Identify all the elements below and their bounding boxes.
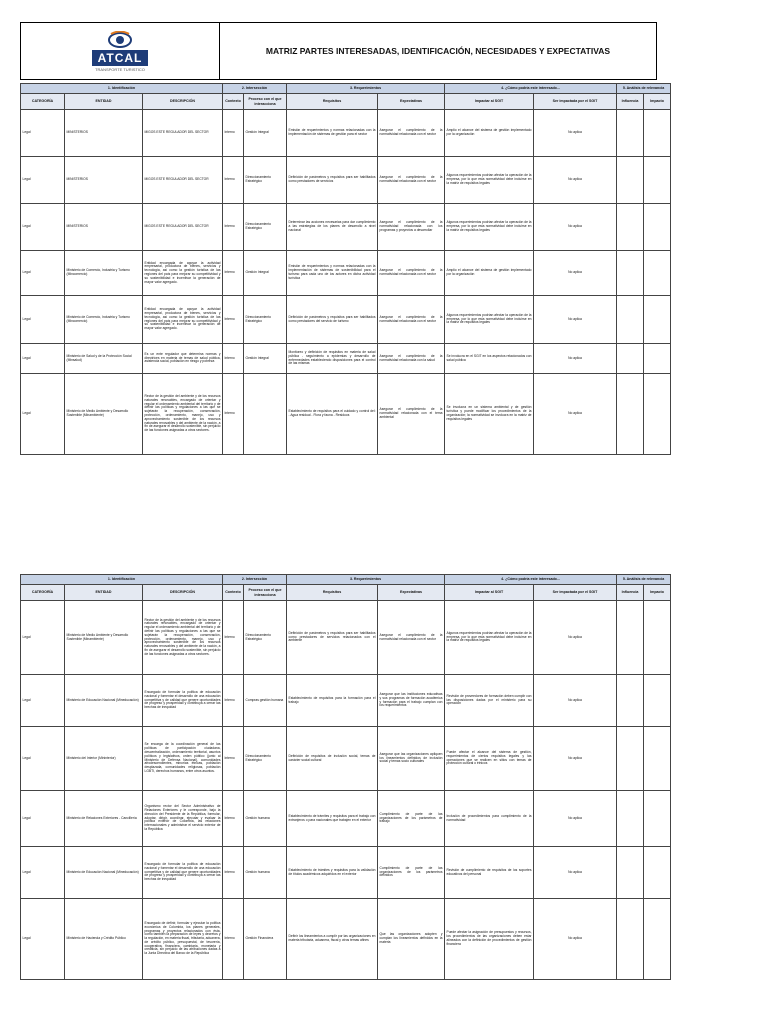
table-cell: Legal xyxy=(21,204,65,251)
table-cell xyxy=(644,204,671,251)
table-cell: Direccionamiento Estratégico xyxy=(244,601,287,675)
table-cell: Interno xyxy=(223,374,244,455)
table-cell xyxy=(644,791,671,847)
table-cell xyxy=(617,791,644,847)
table-cell: No aplica xyxy=(534,344,617,374)
section-header: 5. Análisis de relevancia xyxy=(617,84,671,94)
table-cell xyxy=(644,296,671,344)
table-row xyxy=(21,727,671,791)
table-cell: Definición de parámetros y requisitos para ser habilitados como prestadores del servicio de turismo xyxy=(287,296,378,344)
table-cell: No aplica xyxy=(534,251,617,296)
table-cell: Organismo rector del Sector Administrativo de Relaciones Exteriores y le corresponde, bajo la dirección del Presidente de la República, formular, adoptar, dirigir, coordinar, ejecutar y evaluar la política exterior de Colombia, las relaciones internacionales y administrar el servicio exterior de la República xyxy=(143,791,223,847)
table-cell xyxy=(644,727,671,791)
table-cell: No aplica xyxy=(534,847,617,899)
table-cell: No aplica xyxy=(534,296,617,344)
table-cell: Direccionamiento Estratégico xyxy=(244,157,287,204)
table-cell: Amplio el alcance del sistema de gestión implementado por la organización xyxy=(445,110,534,157)
column-header: CATEGORÍA xyxy=(21,585,65,601)
table-cell: Interno xyxy=(223,601,244,675)
table-cell xyxy=(617,899,644,980)
table-cell: Gestión Integral xyxy=(244,110,287,157)
table-cell xyxy=(244,374,287,455)
table-cell: Direccionamiento Estratégico xyxy=(244,727,287,791)
table-cell: Ministerio de Medio Ambiente y Desarrollo Sostenible (Minambiente) xyxy=(65,374,143,455)
column-header: Expectativas xyxy=(378,585,445,601)
table-cell: Legal xyxy=(21,296,65,344)
table-cell: Establecimiento de trámites y requisitos para la validación de títulos académicos adquiridos en el exterior xyxy=(287,847,378,899)
table-cell: Direccionamiento Estratégico xyxy=(244,204,287,251)
table-cell: Puede afectar el alcance del sistema de gestión, requerimientos de ciertos requisitos legales y las operaciones que se realicen en sitios con temas de protección cultural o étnicos xyxy=(445,727,534,791)
table-cell xyxy=(617,727,644,791)
table-row xyxy=(21,157,671,204)
section-header: 4. ¿Cómo podría este interesado... xyxy=(445,84,617,94)
table-cell: Rector de la gestión del ambiente y de los recursos naturales renovables, encargado de orientar y regular el ordenamiento ambiental del territorio y de definir las políticas y regulaciones a las que se sujetarán la recuperación, conservación, protección, ordenamiento, manejo, uso y aprovechamiento sostenible de los recursos naturales renovables y del ambiente de la nación, a fin de asegurar el desarrollo sostenible, sin perjuicio de las funciones asignadas a otros sectores. xyxy=(143,374,223,455)
table-row xyxy=(21,791,671,847)
table-row xyxy=(21,847,671,899)
table-cell: Asegurar el cumplimiento de la normatividad relacionada con los programas y proyectos a desarrollar xyxy=(378,204,445,251)
column-header-row xyxy=(21,94,671,110)
table-cell: Interno xyxy=(223,157,244,204)
table-cell: Algunos requerimientos podrían afectar la operación de la empresa, por lo que esta normatividad debe incluirse en la matriz de requisitos legales xyxy=(445,601,534,675)
table-cell: Asegurar que las organizaciones apliquen los lineamientos definidos de inclusión social y temas socio culturales xyxy=(378,727,445,791)
table-cell: Direccionamiento Estratégico xyxy=(244,296,287,344)
document-title: MATRIZ PARTES INTERESADAS, IDENTIFICACIÓN, NECESIDADES Y EXPECTATIVAS xyxy=(265,46,611,56)
section-header: 4. ¿Cómo podría este interesado... xyxy=(445,575,617,585)
table-cell: Ministerio de Salud y de la Protección Social (Minsalud) xyxy=(65,344,143,374)
table-cell: Interno xyxy=(223,344,244,374)
matrix-table-1 xyxy=(20,83,671,455)
table-cell: Legal xyxy=(21,344,65,374)
column-header: Contexto xyxy=(223,94,244,110)
table-row xyxy=(21,601,671,675)
table-cell: Cumplimiento de parte de las organizaciones de los parámetros definidos xyxy=(378,847,445,899)
table-cell: Interno xyxy=(223,251,244,296)
table-cell: No aplica xyxy=(534,110,617,157)
table-cell: Monitoreo y definición de requisitos en materia de salud pública - seguimiento a epidemias y desarrollo de enfermedades estableciendo disposiciones para el control de las mismas xyxy=(287,344,378,374)
table-cell: Legal xyxy=(21,899,65,980)
table-cell: MIGOS ESTE REGULADOR DEL SECTOR xyxy=(143,204,223,251)
column-header-row xyxy=(21,585,671,601)
table-cell: Que las organizaciones adopten y cumplan los lineamientos definidos en la materia xyxy=(378,899,445,980)
table-cell: Algunos requerimientos podrían afectar la operación de la empresa, por lo que esta normatividad debe incluirse en la matriz de requisitos legales xyxy=(445,296,534,344)
table-cell: Revisión de proveedores de formación deben cumplir con las disposiciones dadas por el ministerio para su operación xyxy=(445,675,534,727)
table-cell xyxy=(644,601,671,675)
table-cell: Legal xyxy=(21,251,65,296)
section-header: 2. Intersección xyxy=(223,575,287,585)
table-cell xyxy=(644,110,671,157)
table-cell: Ministerio de Comercio, Industria y Turismo (Mincomercio) xyxy=(65,251,143,296)
section-header: 2. Intersección xyxy=(223,84,287,94)
table-cell: No aplica xyxy=(534,601,617,675)
column-header: Influencia xyxy=(617,585,644,601)
table-cell: Revisión de cumplimiento de requisitos de los soportes educativos del personal xyxy=(445,847,534,899)
table-cell: Amplio el alcance del sistema de gestión implementado por la organización xyxy=(445,251,534,296)
table-cell: Rector de la gestión del ambiente y de los recursos naturales renovables, encargado de orientar y regular el ordenamiento ambiental del territorio y de definir las políticas y regulaciones a las que se sujetarán la recuperación, conservación, protección, ordenamiento, manejo, uso y aprovechamiento sostenible de los recursos naturales renovables y del ambiente de la nación, a fin de asegurar el desarrollo sostenible, sin perjuicio de las funciones asignadas a otros sectores. xyxy=(143,601,223,675)
table-cell: Entidad encargada de apoyar la actividad empresarial, productora de bienes, servicios y tecnología, así como la gestión turística de las regiones del país para mejorar su competitividad y su sostenibilidad e incentivar la generación de mayor valor agregado. xyxy=(143,296,223,344)
logo-eye-icon xyxy=(107,31,133,49)
column-header: Impactar al SGIT xyxy=(445,585,534,601)
table-cell: Determinar las acciones necesarias para dar cumplimiento a las estrategias de los planes de desarrollo a nivel nacional xyxy=(287,204,378,251)
column-header: ENTIDAD xyxy=(65,585,143,601)
table-cell: Legal xyxy=(21,374,65,455)
table-cell: Ministerio de Comercio, Industria y Turismo (Mincomercio) xyxy=(65,296,143,344)
column-header: Requisitos xyxy=(287,94,378,110)
table-cell: No aplica xyxy=(534,204,617,251)
table-cell: Ministerio de Educación Nacional (Mineducación) xyxy=(65,675,143,727)
table-cell: Asegurar el cumplimiento de la normatividad relacionada con el tema ambiental xyxy=(378,374,445,455)
table-cell xyxy=(617,296,644,344)
table-cell xyxy=(644,157,671,204)
table-cell: Se involucra en un sistema ambiental y de gestión turística y puede modificar los procedimientos de la organización; la normatividad se involucra en la matriz de requisitos legales xyxy=(445,374,534,455)
table-cell xyxy=(644,374,671,455)
table-cell: Legal xyxy=(21,157,65,204)
table-row xyxy=(21,899,671,980)
column-header: Requisitos xyxy=(287,585,378,601)
table-cell xyxy=(617,374,644,455)
section-header: 3. Requerimientos xyxy=(287,575,445,585)
table-cell: Ministerio del Interior (Mininterior) xyxy=(65,727,143,791)
column-header: DESCRIPCIÓN xyxy=(143,585,223,601)
table-cell: Establecimiento de requisitos para la formación para el trabajo xyxy=(287,675,378,727)
table-cell: Definir los lineamientos a cumplir por las organizaciones en materia tributaria, aduanera, fiscal y otros temas afines xyxy=(287,899,378,980)
table-cell: No aplica xyxy=(534,791,617,847)
matrix-table-2 xyxy=(20,574,671,980)
table-cell: MINISTERIOS xyxy=(65,157,143,204)
table-cell: Definición de parámetros y requisitos para ser habilitados como prestadores de servicios relacionados con el ambiente xyxy=(287,601,378,675)
column-header: CATEGORÍA xyxy=(21,94,65,110)
section-header-row xyxy=(21,575,671,585)
logo-subtitle: TRANSPORTE TURISTICO xyxy=(95,66,145,72)
column-header: Ser impactada por el SGIT xyxy=(534,585,617,601)
table-cell: Interno xyxy=(223,791,244,847)
table-cell xyxy=(644,675,671,727)
table-cell: Establecimiento de requisitos para el cuidado y control del: - Agua residual - Flora y fauna - Residuos xyxy=(287,374,378,455)
table-cell: Asegurar el cumplimiento de la normatividad relacionada con el sector xyxy=(378,296,445,344)
table-cell: Emisión de requerimientos y normas relacionadas con la implementación de sistemas de sostenibilidad para el turismo para cada uno de los actores en dicha actividad turística xyxy=(287,251,378,296)
table-cell: Legal xyxy=(21,727,65,791)
table-cell xyxy=(617,204,644,251)
table-cell: Asegurar el cumplimiento de la normatividad relacionada con el sector xyxy=(378,601,445,675)
table-row xyxy=(21,296,671,344)
table-cell: Ministerio de Hacienda y Crédito Público xyxy=(65,899,143,980)
table-cell: Gestión Integral xyxy=(244,344,287,374)
table-cell: Interno xyxy=(223,899,244,980)
table-cell: Encargado de formular la política de educación nacional y fomentar el desarrollo de una educación competitiva y de calidad que genere oportunidades de progreso y prosperidad y contribuya a cerrar las brechas de inequidad xyxy=(143,847,223,899)
table-cell xyxy=(617,847,644,899)
table-cell xyxy=(617,110,644,157)
section-header: 5. Análisis de relevancia xyxy=(617,575,671,585)
table-cell: Legal xyxy=(21,110,65,157)
table-cell: Definición de requisitos de inclusión social, temas de carácter social cultural xyxy=(287,727,378,791)
table-cell: Interno xyxy=(223,110,244,157)
table-cell: Entidad encargada de apoyar la actividad empresarial, productora de bienes, servicios y tecnología, así como la gestión turística de las regiones del país para mejorar su competitividad y su sostenibilidad e incentivar la generación de mayor valor agregado. xyxy=(143,251,223,296)
table-cell: Compras gestión humana xyxy=(244,675,287,727)
table-cell: Gestión humana xyxy=(244,791,287,847)
table-cell: Es un ente regulador que determina normas y directrices en materia de temas de salud pública, asistencia social, población en riesgo y pobreza xyxy=(143,344,223,374)
table-cell xyxy=(617,675,644,727)
table-cell: Se encarga de la coordinación general de las políticas de participación ciudadana, descentralización, ordenamiento territorial, asuntos políticos y legislativos, orden público (junto al Ministerio de Defensa Nacional), comunidades afrodescendientes, minorías étnicas, población desplazada, comunidades religiosas, población LGBTI, derechos humanos, entre otros asuntos. xyxy=(143,727,223,791)
table-cell: Establecimiento de trámites y requisitos para el trabajo con extranjeros o para nacionales que trabajen en el exterior xyxy=(287,791,378,847)
table-cell: No aplica xyxy=(534,727,617,791)
table-cell: Encargado de definir, formular y ejecutar la política económica de Colombia, los planes generales, programas y proyectos relacionados con ésta, como también la preparación de leyes y decretos y la regulación, en materia fiscal, tributaria, aduanera, de crédito público, presupuestal, de tesorería, cooperativa, financiera, cambiaria, monetaria y crediticia, sin perjuicio de las atribuciones dadas a la Junta Directiva del Banco de la República xyxy=(143,899,223,980)
table-cell: Interno xyxy=(223,727,244,791)
table-cell: Encargado de formular la política de educación nacional y fomentar el desarrollo de una educación competitiva y de calidad que genere oportunidades de progreso y prosperidad y contribuya a cerrar las brechas de inequidad xyxy=(143,675,223,727)
table-row xyxy=(21,374,671,455)
table-cell: Legal xyxy=(21,791,65,847)
section-header: 1. Identificación xyxy=(21,84,223,94)
table-cell xyxy=(644,899,671,980)
table-cell: Se involucra en el SGIT en los aspectos relacionados con salud pública xyxy=(445,344,534,374)
column-header: Expectativas xyxy=(378,94,445,110)
table-cell: Gestión Financiera xyxy=(244,899,287,980)
table-cell xyxy=(617,157,644,204)
table-cell: Asegurar el cumplimiento de la normatividad relacionada con la salud xyxy=(378,344,445,374)
table-cell xyxy=(617,601,644,675)
table-cell: Puede afectar la asignación de presupuestos y recursos, los procedimientos de las organizaciones deben estar alineados con la definición de procedimientos de gestión financiera xyxy=(445,899,534,980)
table-cell: Interno xyxy=(223,296,244,344)
table-cell xyxy=(644,344,671,374)
column-header: Impacto xyxy=(644,94,671,110)
logo-wordmark: ATCAL xyxy=(92,50,149,66)
column-header: Proceso con el que interacciona xyxy=(244,94,287,110)
table-row xyxy=(21,110,671,157)
table-cell: Algunos requerimientos podrían afectar la operación de la empresa, por lo que esta normatividad debe incluirse en la matriz de requisitos legales xyxy=(445,204,534,251)
table-cell xyxy=(617,344,644,374)
document-header xyxy=(20,22,657,80)
table-cell: MIGOS ESTE REGULADOR DEL SECTOR xyxy=(143,110,223,157)
table-cell xyxy=(644,251,671,296)
table-row xyxy=(21,204,671,251)
column-header: Contexto xyxy=(223,585,244,601)
section-header: 1. Identificación xyxy=(21,575,223,585)
table-cell: Interno xyxy=(223,204,244,251)
table-cell: Ministerio de Educación Nacional (Mineducación) xyxy=(65,847,143,899)
column-header: ENTIDAD xyxy=(65,94,143,110)
column-header: Proceso con el que interacciona xyxy=(244,585,287,601)
table-cell: Legal xyxy=(21,601,65,675)
column-header: Impacto xyxy=(644,585,671,601)
table-cell: MINISTERIOS xyxy=(65,204,143,251)
table-cell: Emisión de requerimientos y normas relacionadas con la implementación de sistemas de gestión para el sector xyxy=(287,110,378,157)
table-cell: Interno xyxy=(223,675,244,727)
table-cell: Ministerio de Medio Ambiente y Desarrollo Sostenible (Minambiente) xyxy=(65,601,143,675)
column-header: Influencia xyxy=(617,94,644,110)
table-cell: Ministerio de Relaciones Exteriores - Cancillería xyxy=(65,791,143,847)
table-cell: Asegurar que las instituciones educativas y sus programas de formación académica y formación para el trabajo cumplan con los requerimientos xyxy=(378,675,445,727)
table-cell: MINISTERIOS xyxy=(65,110,143,157)
table-cell: Legal xyxy=(21,847,65,899)
logo-cell xyxy=(21,23,220,79)
table-cell: Gestión Integral xyxy=(244,251,287,296)
column-header: Ser impactada por el SGIT xyxy=(534,94,617,110)
table-cell xyxy=(644,847,671,899)
table-cell: Asegurar el cumplimiento de la normatividad relacionada con el sector xyxy=(378,251,445,296)
table-cell: MIGOS ESTE REGULADOR DEL SECTOR xyxy=(143,157,223,204)
table-cell: No aplica xyxy=(534,899,617,980)
table-cell: Asegurar el cumplimiento de la normatividad relacionada con el sector xyxy=(378,110,445,157)
table-cell: Definición de parámetros y requisitos para ser habilitados como prestadores de servicios xyxy=(287,157,378,204)
table-cell: Cumplimiento de parte de las organizaciones de los parámetros de trabajo xyxy=(378,791,445,847)
table-cell: No aplica xyxy=(534,374,617,455)
table-cell: Inclusión de procedimientos para cumplimiento de la normatividad xyxy=(445,791,534,847)
table-row xyxy=(21,675,671,727)
table-cell: Interno xyxy=(223,847,244,899)
column-header: DESCRIPCIÓN xyxy=(143,94,223,110)
table-cell: Asegurar el cumplimiento de la normatividad relacionada con el sector xyxy=(378,157,445,204)
column-header: Impactar al SGIT xyxy=(445,94,534,110)
table-cell: Legal xyxy=(21,675,65,727)
table-cell xyxy=(617,251,644,296)
table-cell: Gestión humana xyxy=(244,847,287,899)
table-cell: Algunos requerimientos podrían afectar la operación de la empresa, por lo que esta normatividad debe incluirse en la matriz de requisitos legales xyxy=(445,157,534,204)
table-row xyxy=(21,251,671,296)
section-header-row xyxy=(21,84,671,94)
table-cell: No aplica xyxy=(534,675,617,727)
table-row xyxy=(21,344,671,374)
section-header: 3. Requerimientos xyxy=(287,84,445,94)
table-cell: No aplica xyxy=(534,157,617,204)
